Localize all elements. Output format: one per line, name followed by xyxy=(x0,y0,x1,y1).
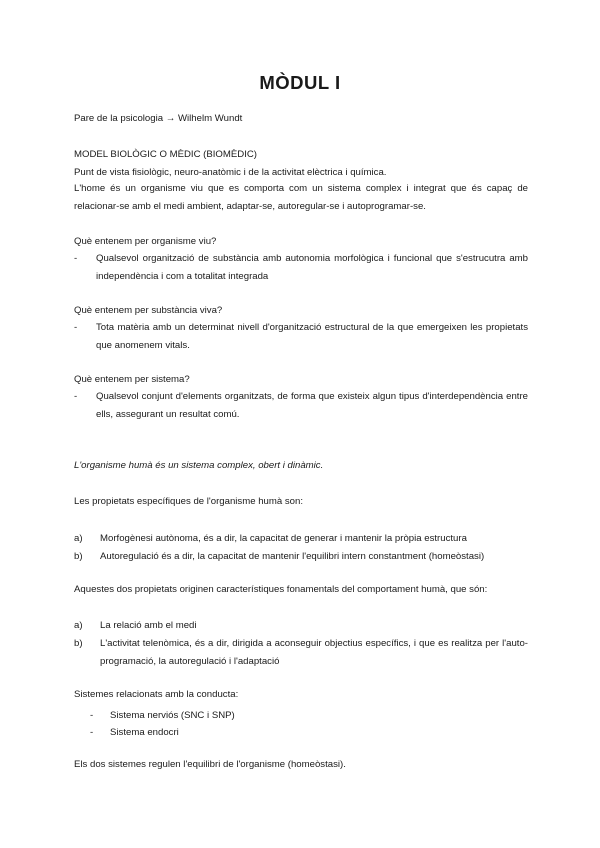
system-item: Sistema nerviós (SNC i SNP) xyxy=(110,710,235,721)
list-marker: - xyxy=(90,727,94,738)
characteristic-item: L'activitat telenòmica, és a dir, dirigida a aconseguir objectius específics, i que es realitza per l'auto-programació, la autoregulació i l'adaptació xyxy=(100,638,528,667)
model-heading: MODEL BIOLÒGIC O MÈDIC (BIOMÈDIC) xyxy=(74,149,258,160)
answer-organism: Qualsevol organització de substància amb autonomia morfològica i funcional que s'estrucutra amb independència i com a totalitat integrada xyxy=(96,253,528,282)
answer-system: Qualsevol conjunt d'elements organitzats, de forma que existeix algun tipus d'interdependència entre ells, assegurant un resultat comú. xyxy=(96,391,528,420)
characteristics-intro: Aquestes dos propietats originen característiques fonamentals del comportament humà, que són: xyxy=(74,584,488,595)
bullet-marker: - xyxy=(74,391,78,402)
property-item: Autoregulació és a dir, la capacitat de mantenir l'equilibri intern constantment (homeòstasi) xyxy=(100,551,485,562)
properties-intro: Les propietats específiques de l'organisme humà son: xyxy=(74,496,304,507)
list-marker: b) xyxy=(74,638,83,649)
systems-intro: Sistemes relacionats amb la conducta: xyxy=(74,689,239,700)
closing-statement: Els dos sistemes regulen l'equilibri de l'organisme (homeòstasi). xyxy=(74,759,346,770)
system-item: Sistema endocri xyxy=(110,727,179,738)
list-marker: b) xyxy=(74,551,83,562)
bullet-marker: - xyxy=(74,322,78,333)
list-marker: - xyxy=(90,710,94,721)
model-description: Punt de vista fisiològic, neuro-anatòmic i de la activitat elèctrica i química. xyxy=(74,167,387,178)
page-title: MÒDUL I xyxy=(259,72,341,93)
bullet-marker: - xyxy=(74,253,78,264)
answer-living-substance: Tota matèria amb un determinat nivell d'organització estructural de la que emergeixen les propietats que anomenem vitals. xyxy=(96,322,528,351)
key-statement: L'organisme humà és un sistema complex, obert i dinàmic. xyxy=(74,460,324,471)
father-of-psychology-line: Pare de la psicologia → Wilhelm Wundt xyxy=(74,113,243,124)
question-living-substance: Què entenem per substància viva? xyxy=(74,305,223,316)
property-item: Morfogènesi autònoma, és a dir, la capacitat de generar i mantenir la pròpia estructura xyxy=(100,533,467,544)
question-system: Què entenem per sistema? xyxy=(74,374,190,385)
list-marker: a) xyxy=(74,620,83,631)
question-organism: Què entenem per organisme viu? xyxy=(74,236,217,247)
list-marker: a) xyxy=(74,533,83,544)
characteristic-item: La relació amb el medi xyxy=(100,620,197,631)
model-definition: L'home és un organisme viu que es comporta com un sistema complex i integrat que és capaç de relacionar-se amb el medi ambient, adaptar-se, autoregular-se i autoprogramar-se. xyxy=(74,183,528,212)
